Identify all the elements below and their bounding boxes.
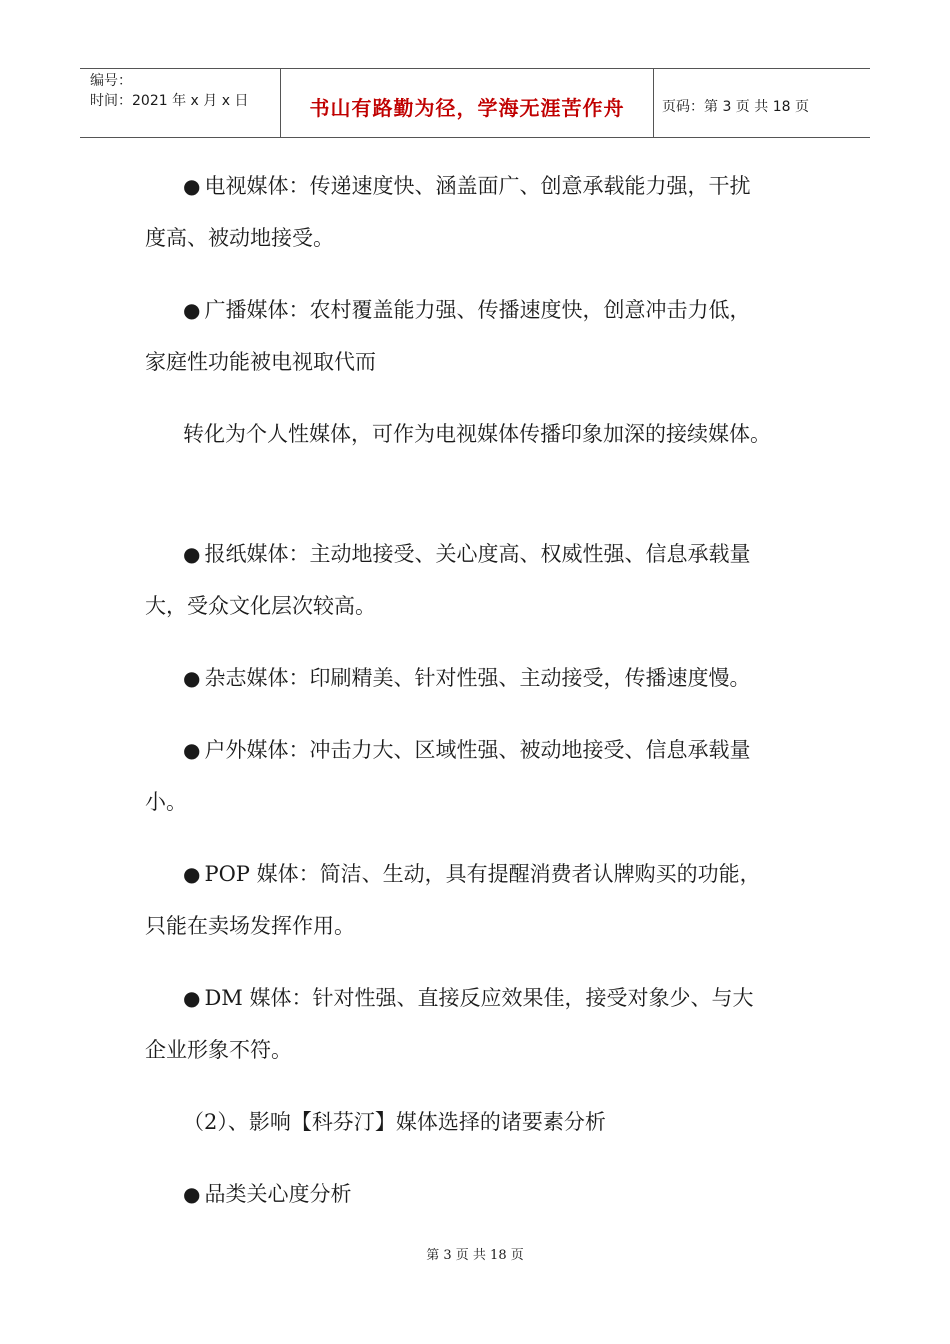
paragraph-line: （2）、影响【科芬汀】媒体选择的诸要素分析 [183,1110,606,1134]
paragraph-line: 报纸媒体：主动地接受、关心度高、权威性强、信息承载量 [204,542,751,566]
bullet-icon: ● [183,666,201,690]
paragraph-outdoor-media [145,724,805,828]
paragraph-line: 品类关心度分析 [204,1182,352,1206]
page-header [80,68,870,138]
paragraph-radio-media [145,284,805,388]
bullet-icon: ● [183,1182,201,1206]
document-number-label: 编号： [90,73,132,89]
paragraph-pop-media [145,848,805,952]
paragraph-line: 广播媒体：农村覆盖能力强、传播速度快，创意冲击力低， [204,298,751,322]
bullet-icon: ● [183,174,201,198]
paragraph-line: 杂志媒体：印刷精美、针对性强、主动接受，传播速度慢。 [204,666,751,690]
paragraph-tv-media [145,160,805,264]
paragraph-newspaper-media [145,528,805,632]
paragraph-line: 度高、被动地接受。 [145,226,334,250]
paragraph-line: DM 媒体：针对性强、直接反应效果佳，接受对象少、与大 [204,986,754,1010]
paragraph-line: 电视媒体：传递速度快、涵盖面广、创意承载能力强，干扰 [204,174,751,198]
paragraph-line: 转化为个人性媒体，可作为电视媒体传播印象加深的接续媒体。 [183,422,771,446]
header-motto: 书山有路勤为径，学海无涯苦作舟 [309,95,625,120]
bullet-icon: ● [183,738,201,762]
paragraph-line: POP 媒体：简洁、生动，具有提醒消费者认牌购买的功能， [204,862,761,886]
paragraph-radio-continued [145,408,805,460]
bullet-icon: ● [183,862,201,886]
paragraph-magazine-media [145,652,805,704]
footer-page-number: 第 3 页 共 18 页 [426,1248,524,1263]
page-footer [0,1244,950,1263]
paragraph-line: 家庭性功能被电视取代而 [145,350,376,374]
paragraph-line: 大，受众文化层次较高。 [145,594,376,618]
bullet-icon: ● [183,986,201,1010]
header-page-cell [654,69,870,137]
bullet-icon: ● [183,542,201,566]
document-date-label: 时间：2021 年 x 月 x 日 [90,93,249,109]
paragraph-line: 企业形象不符。 [145,1038,292,1062]
document-body [145,160,805,1220]
paragraph-line: 只能在卖场发挥作用。 [145,914,355,938]
header-page-info: 页码：第 3 页 共 18 页 [662,99,809,115]
bullet-icon: ● [183,298,201,322]
paragraph-line: 小。 [145,790,187,814]
section-heading [145,1096,805,1148]
header-motto-cell [281,69,654,137]
header-meta-cell [80,69,281,137]
paragraph-line: 户外媒体：冲击力大、区域性强、被动地接受、信息承载量 [204,738,751,762]
paragraph-category-analysis [145,1168,805,1220]
paragraph-dm-media [145,972,805,1076]
